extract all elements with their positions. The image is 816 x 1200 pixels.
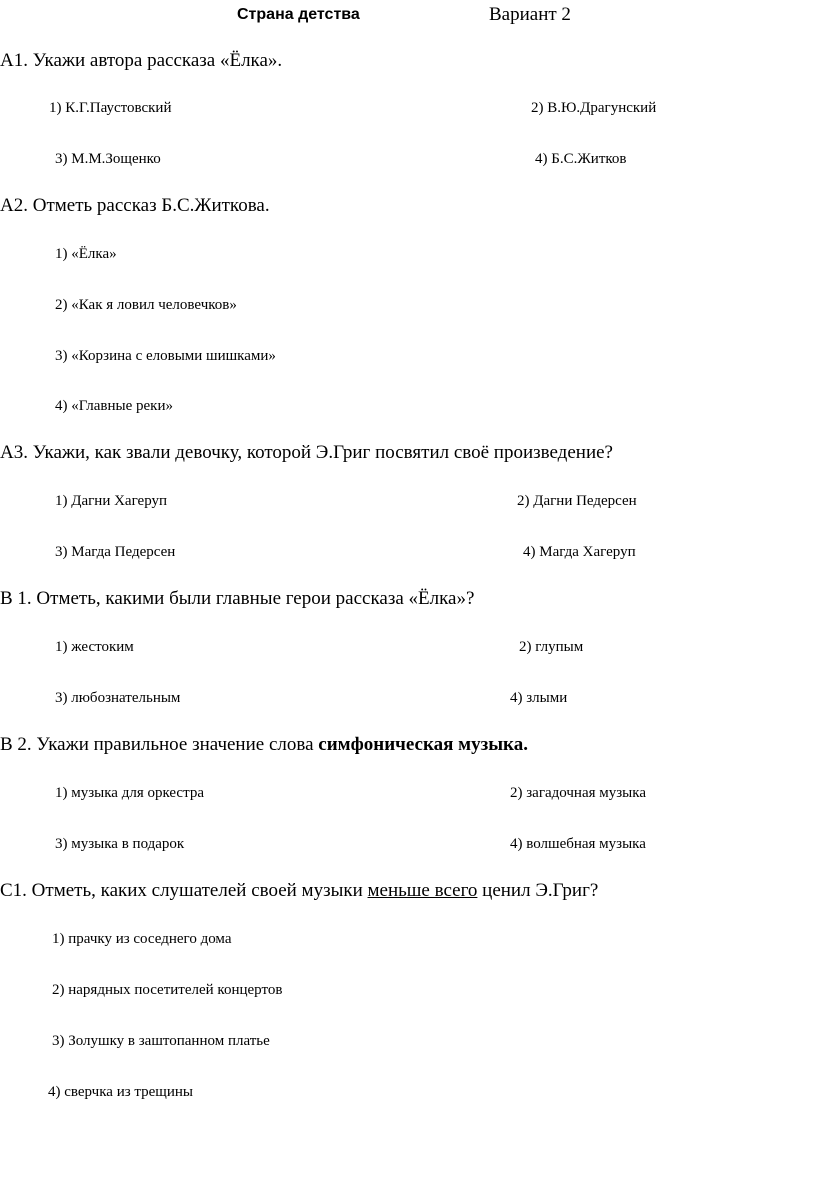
- option-a3-2: 2) Дагни Педерсен: [517, 493, 637, 509]
- question-a3: А3. Укажи, как звали девочку, которой Э.Григ посвятил своё произведение?: [0, 442, 613, 463]
- option-a1-4: 4) Б.С.Житков: [535, 151, 627, 167]
- question-b2: [0, 734, 528, 756]
- question-c1-text-end: ценил Э.Григ?: [477, 880, 599, 901]
- question-a2: А2. Отметь рассказ Б.С.Житкова.: [0, 195, 270, 216]
- option-b1-2: 2) глупым: [519, 639, 584, 655]
- option-b1-3: 3) любознательным: [55, 690, 181, 706]
- option-a3-4: 4) Магда Хагеруп: [523, 544, 636, 560]
- option-b1-4: 4) злыми: [510, 690, 568, 706]
- option-b2-2: 2) загадочная музыка: [510, 785, 646, 801]
- question-c1: [0, 880, 598, 902]
- option-c1-4: 4) сверчка из трещины: [48, 1084, 193, 1100]
- question-b2-text: В 2. Укажи правильное значение слова: [0, 734, 319, 755]
- variant-label: Вариант 2: [489, 4, 571, 25]
- question-b1: В 1. Отметь, какими были главные герои рассказа «Ёлка»?: [0, 588, 475, 609]
- option-a3-1: 1) Дагни Хагеруп: [55, 493, 168, 509]
- option-a1-2: 2) В.Ю.Драгунский: [531, 100, 657, 116]
- option-a1-1: 1) К.Г.Паустовский: [49, 100, 172, 116]
- option-c1-1: 1) прачку из соседнего дома: [52, 931, 232, 947]
- option-b2-3: 3) музыка в подарок: [55, 836, 185, 852]
- option-c1-2: 2) нарядных посетителей концертов: [52, 982, 283, 998]
- question-c1-emphasis: меньше всего: [367, 880, 478, 901]
- question-a1: А1. Укажи автора рассказа «Ёлка».: [0, 50, 283, 71]
- worksheet-title: Страна детства: [237, 6, 360, 23]
- option-a2-2: 2) «Как я ловил человечков»: [55, 297, 237, 313]
- option-b2-1: 1) музыка для оркестра: [55, 785, 204, 801]
- option-a2-3: 3) «Корзина с еловыми шишками»: [55, 348, 276, 364]
- option-a3-3: 3) Магда Педерсен: [55, 544, 176, 560]
- question-b2-term: симфоническая музыка.: [318, 734, 528, 755]
- option-c1-3: 3) Золушку в заштопанном платье: [52, 1033, 270, 1049]
- option-a2-1: 1) «Ёлка»: [55, 246, 117, 262]
- option-b1-1: 1) жестоким: [55, 639, 134, 655]
- option-a1-3: 3) М.М.Зощенко: [55, 151, 161, 167]
- question-c1-text-start: С1. Отметь, каких слушателей своей музыки: [0, 880, 368, 901]
- option-b2-4: 4) волшебная музыка: [510, 836, 646, 852]
- option-a2-4: 4) «Главные реки»: [55, 398, 174, 414]
